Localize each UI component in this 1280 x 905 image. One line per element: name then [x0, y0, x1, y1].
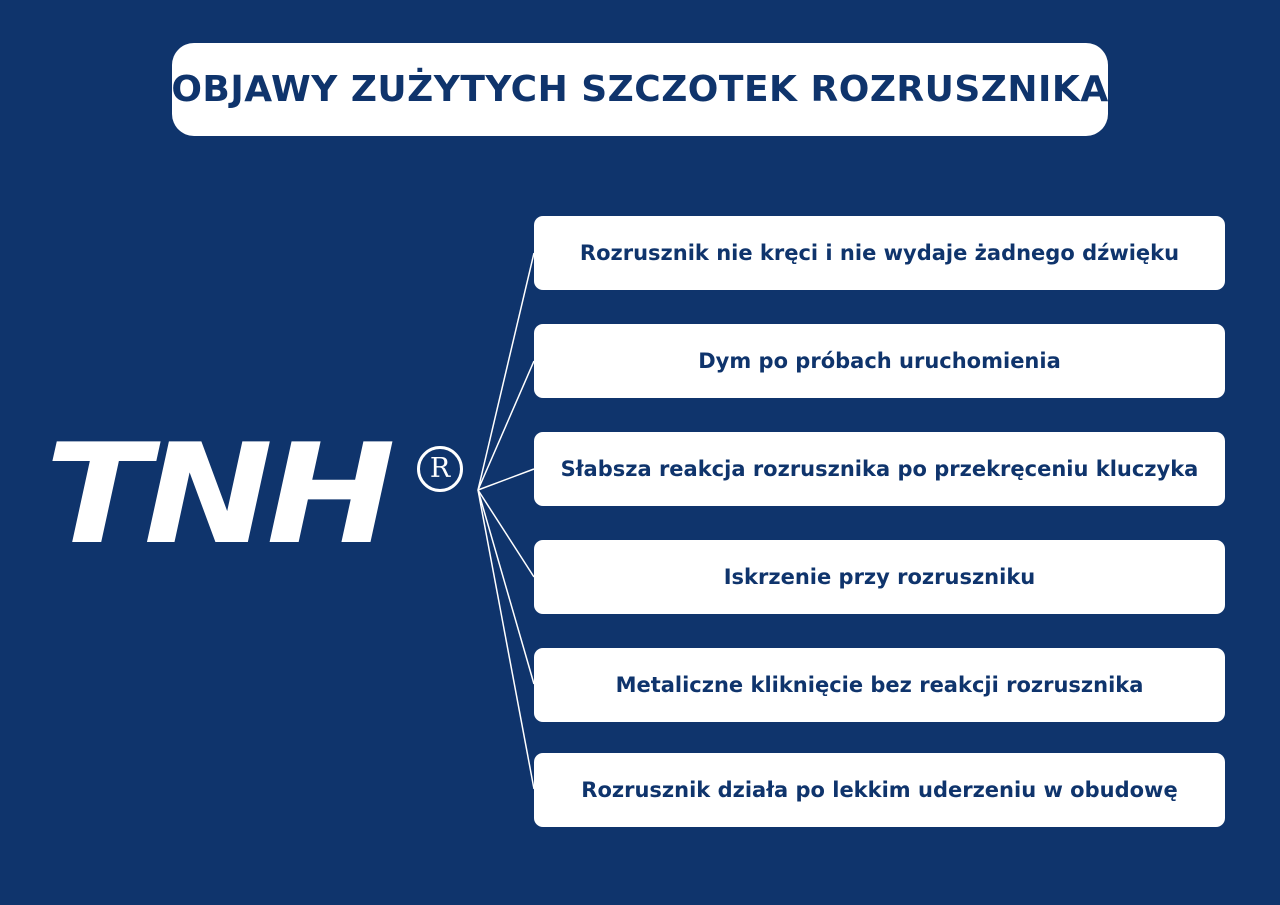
symptom-label: Rozrusznik działa po lekkim uderzeniu w obudowę — [581, 778, 1178, 802]
symptom-item-2 — [534, 324, 1225, 398]
symptom-label: Iskrzenie przy rozruszniku — [723, 565, 1036, 589]
connector-line-6 — [478, 490, 534, 789]
symptom-list — [534, 0, 1225, 905]
connector-line-5 — [478, 490, 534, 684]
symptom-item-5 — [534, 648, 1225, 722]
tnh-logo — [45, 414, 475, 575]
symptom-label: Rozrusznik nie kręci i nie wydaje żadnego dźwięku — [579, 241, 1180, 265]
connector-line-1 — [478, 253, 534, 490]
symptom-label: Metaliczne kliknięcie bez reakcji rozrusznika — [615, 673, 1144, 697]
symptom-label: Dym po próbach uruchomienia — [698, 349, 1061, 373]
symptom-item-3 — [534, 432, 1225, 506]
connector-line-3 — [478, 469, 534, 490]
connector-line-4 — [478, 490, 534, 577]
symptom-item-6 — [534, 753, 1225, 827]
connector-line-2 — [478, 361, 534, 490]
page-title: OBJAWY ZUŻYTYCH SZCZOTEK ROZRUSZNIKA — [171, 69, 1109, 110]
symptom-item-1 — [534, 216, 1225, 290]
registered-mark-icon: R — [417, 446, 463, 492]
symptom-item-4 — [534, 540, 1225, 614]
logo-text: TNH — [45, 414, 389, 575]
symptom-label: Słabsza reakcja rozrusznika po przekręceniu kluczyka — [560, 457, 1199, 481]
